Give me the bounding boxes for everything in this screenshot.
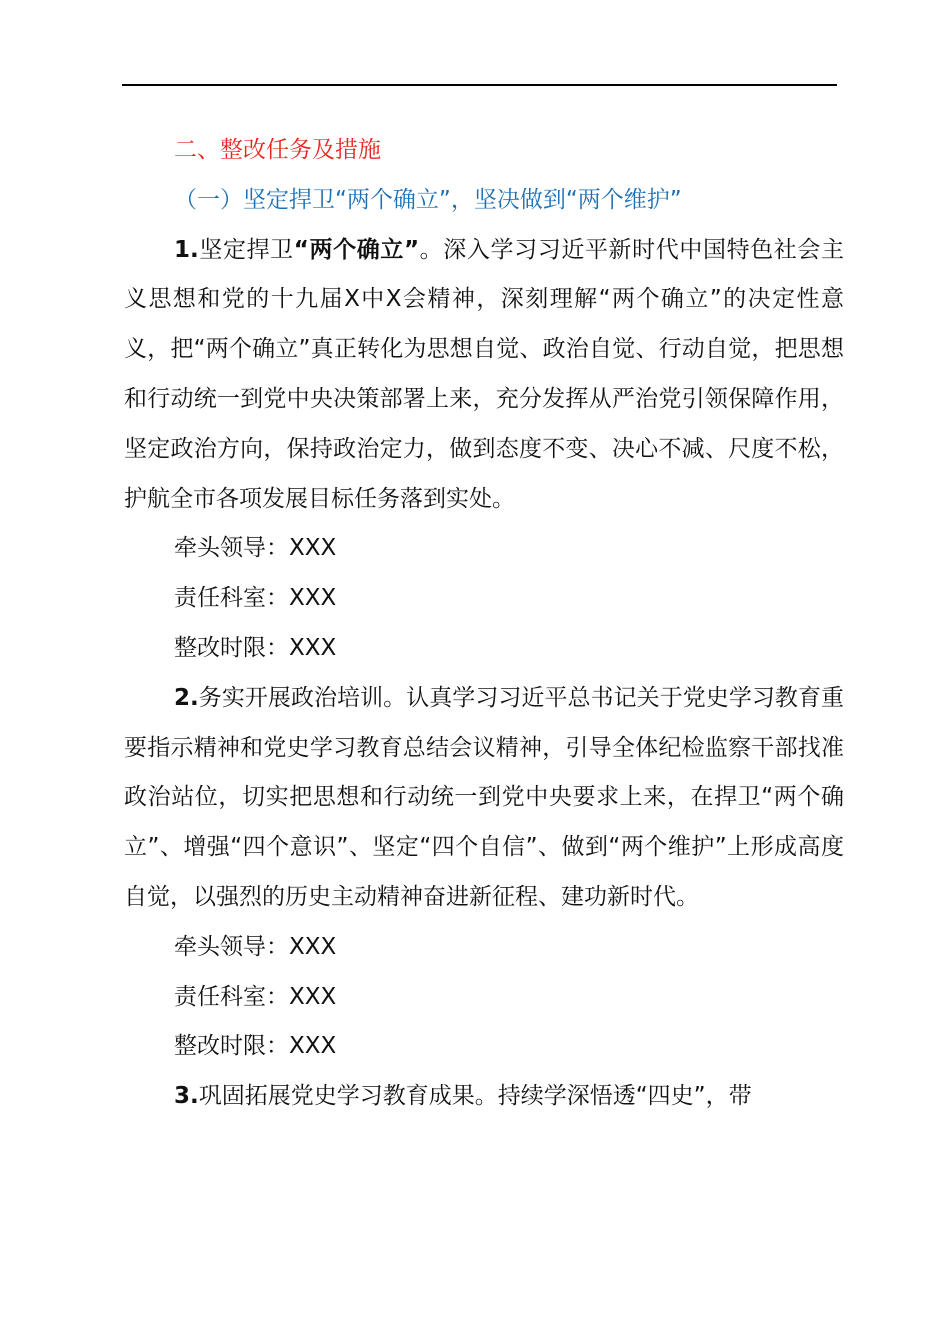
- item-3-paragraph: [124, 1072, 844, 1122]
- item-3-number: 3.: [174, 1083, 199, 1110]
- item-2-paragraph: [124, 674, 844, 923]
- section-title: 二、整改任务及措施: [174, 137, 381, 163]
- item-1-paragraph: [124, 226, 844, 525]
- item-2-lead: 务实开展政治培训。: [198, 684, 407, 711]
- item-2-number: 2.: [174, 684, 199, 711]
- item-1-leader: 牵头领导：XXX: [174, 535, 337, 562]
- item-2-deadline: 整改时限：XXX: [174, 1033, 337, 1060]
- item-1-lead-c: 。: [419, 236, 444, 263]
- item-3-lead: 巩固拓展党史学习教育成果。: [198, 1083, 498, 1110]
- item-1-lead-b: “两个确立”: [293, 236, 420, 263]
- item-2-body: 认真学习习近平总书记关于党史学习教育重要指示精神和党史学习教育总结会议精神，引导全体纪检监察干部找准政治站位，切实把思想和行动统一到党中央要求上来，在捍卫“两个确立”、增强“四个意识”、坚定“四个自信”、做到“两个维护”上形成高度自觉，以强烈的历史主动精神奋进新征程、建功新时代。: [124, 684, 845, 910]
- item-1-lead-a: 坚定捍卫: [198, 236, 294, 263]
- item-3-body: 持续学深悟透“四史”，带: [497, 1083, 752, 1110]
- header-rule: [122, 84, 837, 86]
- item-1-number: 1.: [174, 236, 199, 263]
- item-1-body: 深入学习习近平新时代中国特色社会主义思想和党的十九届X中X会精神，深刻理解“两个确立”的决定性意义，把“两个确立”真正转化为思想自觉、政治自觉、行动自觉，把思想和行动统一到党中央决策部署上来，充分发挥从严治党引领保障作用，坚定政治方向，保持政治定力，做到态度不变、决心不减、尺度不松，护航全市各项发展目标任务落到实处。: [124, 236, 845, 512]
- item-1-office: 责任科室：XXX: [174, 585, 337, 612]
- item-1-deadline: 整改时限：XXX: [174, 634, 337, 661]
- document-body: [124, 126, 844, 1122]
- item-2-office: 责任科室：XXX: [174, 983, 337, 1010]
- item-2-leader: 牵头领导：XXX: [174, 933, 337, 960]
- subsection-title: （一）坚定捍卫“两个确立”，坚决做到“两个维护”: [174, 186, 682, 213]
